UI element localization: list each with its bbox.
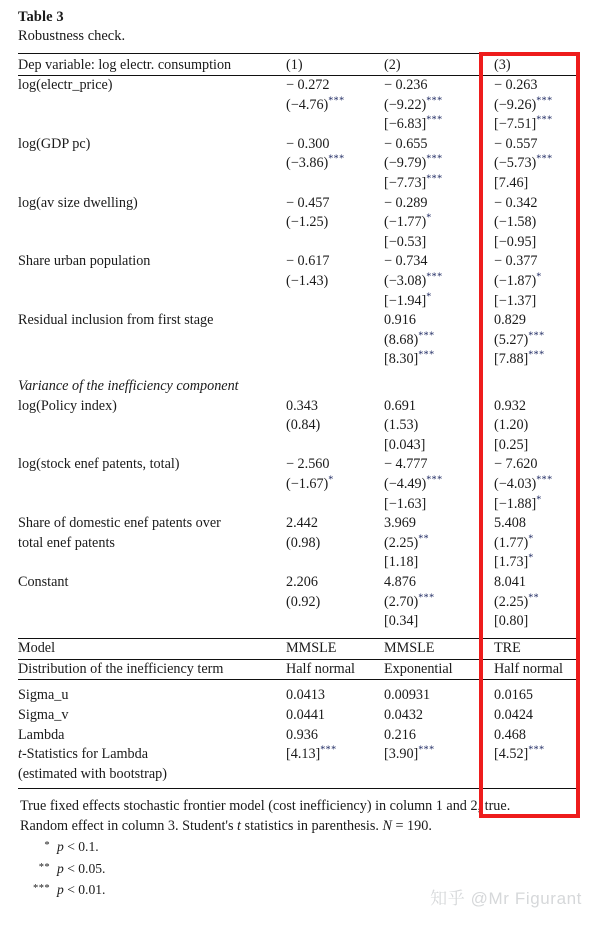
table-row [18,233,580,253]
table-row [18,350,580,370]
significance-stars: * [426,212,432,224]
note-line-2-italic-n: N [382,817,392,834]
table-cell: − 0.617 [286,253,330,270]
table-cell: [−1.63] [384,495,427,512]
table-row [18,680,580,706]
table-row [18,475,580,495]
regression-results-table [18,53,580,790]
significance-stars: * [536,493,542,505]
table-cell: − 0.342 [494,194,538,211]
table-cell: [−1.94]* [384,290,432,309]
stat-row-label: Sigma_v [18,707,69,723]
footnote-item [18,859,582,881]
table-row [18,252,580,272]
row-label-empty [18,553,286,573]
table-cell: (−1.58) [494,214,537,231]
table-cell: (0.92) [286,593,321,610]
table-cell [286,292,384,312]
table-cell: [0.25] [494,436,529,453]
model-col-1: MMSLE [286,639,384,659]
model-row-label: Model [18,639,286,659]
table-row [18,553,580,573]
stat-row-label: Sigma_u [18,687,69,704]
significance-stars: *** [426,271,443,283]
footnote-mark: *** [33,883,50,895]
table-cell: 0.216 [384,726,416,743]
table-cell: [−1.37] [494,292,537,309]
table-row [18,96,580,116]
row-label: log(av size dwelling) [18,194,138,211]
table-row [18,765,580,785]
note-line-2 [20,817,582,836]
table-cell: (5.27)*** [494,330,545,348]
row-label-empty [18,350,286,370]
table-cell: 0.343 [286,397,318,414]
table-cell: [7.88]*** [494,349,545,368]
table-cell: (−1.25) [286,214,329,231]
header-col-2: (2) [384,56,401,73]
table-cell: 3.969 [384,515,416,532]
table-cell: [−7.51]*** [494,114,553,133]
row-label: log(electr_price) [18,77,113,94]
footnote-p-symbol: p [57,882,64,898]
table-cell: (−4.76)*** [286,94,345,113]
table-cell: (−1.77)* [384,212,432,231]
row-label-empty [18,436,286,456]
table-cell: (1.53) [384,417,419,434]
table-cell [286,436,384,456]
section-heading-row [18,377,580,397]
footnote-p-symbol: p [57,860,64,876]
table-row [18,706,580,726]
row-label-empty [18,233,286,253]
table-cell: (−1.87)* [494,271,542,290]
table-row [18,311,580,331]
table-cell: − 0.272 [286,77,330,94]
table-cell: (2.25)** [494,591,540,610]
table-row [18,726,580,746]
table-cell: 0.0432 [384,707,424,723]
table-cell: [4.52]*** [494,744,545,763]
table-cell: [−0.95] [494,233,537,250]
table-cell: 0.468 [494,726,526,743]
footnote-mark: ** [38,861,50,873]
row-label-empty [18,154,286,174]
table-row [18,397,580,417]
table-cell: (8.68)*** [384,330,435,348]
significance-stars: ** [418,533,430,545]
table-cell: (−9.26)*** [494,94,553,113]
significance-stars: *** [426,173,443,185]
table-cell: 2.442 [286,515,318,532]
table-cell: 0.0424 [494,707,534,723]
table-cell [286,331,384,351]
table-row [18,436,580,456]
row-label-empty [18,612,286,632]
distribution-col-1: Half normal [286,660,355,677]
significance-stars: *** [426,114,443,126]
row-label: log(stock enef patents, total) [18,456,180,473]
table-cell: − 0.289 [384,194,428,211]
table-caption: Robustness check. [18,28,126,44]
footnote-p-symbol: p [57,839,64,855]
note-line-2-part2: statistics in parenthesis. [241,817,383,834]
table-cell: − 2.560 [286,456,330,473]
note-line-1: True fixed effects stochastic frontier model (cost inefficiency) in column 1 and 2, true. [20,798,511,815]
row-label-empty [18,292,286,312]
significance-stars: *** [320,744,337,756]
table-cell: [0.043] [384,436,426,453]
row-label-empty [18,331,286,351]
significance-stars: *** [418,349,435,361]
model-col-3: TRE [482,639,580,659]
table-cell: 0.00931 [384,687,431,704]
significance-stars: *** [536,94,553,106]
significance-stars: *** [536,153,553,165]
stat-row-label: t-Statistics for Lambda [18,746,149,763]
significance-stars: *** [528,330,545,342]
table-bottom-rule [18,788,580,790]
row-label: Share of domestic enef patents over [18,515,221,532]
table-row [18,292,580,312]
table-cell [286,233,384,253]
significance-stars: * [528,533,534,545]
table-row [18,213,580,233]
table-cell: 0.691 [384,397,416,414]
table-cell: [4.13]*** [286,744,337,763]
table-cell: 0.0441 [286,707,326,723]
variance-section-heading: Variance of the inefficiency component [18,378,239,394]
table-cell: − 0.236 [384,77,428,94]
table-cell: (1.20) [494,417,529,434]
table-cell: [−7.73]*** [384,173,443,192]
significance-stars: *** [418,591,435,603]
table-cell: (−1.43) [286,273,329,290]
row-label-empty [18,272,286,292]
row-label: log(Policy index) [18,397,117,414]
table-cell: (−5.73)*** [494,153,553,172]
table-cell: − 7.620 [494,456,538,473]
table-cell: − 0.300 [286,135,330,152]
distribution-col-3: Half normal [494,660,563,677]
stat-row-label: Lambda [18,726,65,743]
table-row [18,593,580,613]
watermark: 知乎 @Mr Figurant [430,889,582,908]
table-cell: [0.34] [384,613,419,630]
distribution-row [18,659,580,680]
table-cell: [−6.83]*** [384,114,443,133]
table-cell: [−0.53] [384,233,427,250]
table-cell: − 0.263 [494,77,538,94]
significance-stars: * [328,474,334,486]
table-row [18,612,580,632]
table-cell: 0.0413 [286,687,326,704]
table-cell: (−9.22)*** [384,94,443,113]
row-label: Share urban population [18,253,151,270]
table-row [18,272,580,292]
table-cell: (1.77)* [494,533,534,551]
table-cell [286,350,384,370]
row-label-empty [18,416,286,436]
table-row [18,194,580,214]
table-notes [18,797,582,836]
table-row [18,534,580,554]
row-label-empty [18,475,286,495]
row-label-empty [18,174,286,194]
table-cell: (−4.49)*** [384,474,443,492]
table-cell: 0.916 [384,312,416,329]
table-cell: 0.936 [286,726,318,743]
significance-stars: *** [528,349,545,361]
row-label-empty [18,593,286,613]
table-cell [286,115,384,135]
row-label-empty [18,96,286,116]
significance-stars: *** [426,153,443,165]
footnote-item [18,837,582,859]
significance-stars: * [528,552,534,564]
row-label-continuation: total enef patents [18,534,115,551]
table-cell: [7.46] [494,175,529,192]
row-label-empty [18,115,286,135]
significance-stars: *** [426,474,443,486]
footnote-text: p < 0.1. [57,839,99,855]
stat-label-italic: t [18,746,22,763]
table-cell: 2.206 [286,573,318,590]
row-label: Residual inclusion from first stage [18,312,214,329]
table-row [18,573,580,593]
table-cell: (−3.08)*** [384,271,443,290]
distribution-col-2: Exponential [384,660,453,677]
header-col-3: (3) [494,56,511,73]
table-cell: [0.80] [494,613,529,630]
table-cell [286,495,384,515]
table-cell: 8.041 [494,573,526,590]
row-label: Constant [18,573,69,590]
table-row [18,331,580,351]
table-row [18,745,580,765]
table-cell: − 0.457 [286,194,330,211]
significance-stars: *** [536,114,553,126]
row-spacer [18,632,580,639]
stat-row-continuation: (estimated with bootstrap) [18,765,167,782]
model-row [18,639,580,659]
note-line-2-italic-t: t [237,817,241,834]
table-cell [286,612,384,632]
table-cell: [1.18] [384,554,419,571]
table-cell: (2.70)*** [384,591,435,610]
significance-stars: *** [418,744,435,756]
table-row [18,154,580,174]
significance-stars: *** [426,94,443,106]
table-cell: [3.90]*** [384,744,435,763]
table-row [18,455,580,475]
table-row [18,495,580,515]
table-row [18,76,580,96]
table-cell: 0.829 [494,312,526,329]
table-cell: (−3.86)*** [286,153,345,172]
table-cell: (2.25)** [384,533,430,551]
significance-stars: *** [328,94,345,106]
header-col-1: (1) [286,56,303,73]
significance-stars: ** [528,591,540,603]
table-cell: − 0.655 [384,135,428,152]
row-label: log(GDP pc) [18,135,91,152]
table-cell: [8.30]*** [384,349,435,368]
table-row [18,174,580,194]
row-spacer [18,370,580,377]
footnote-text: p < 0.05. [57,860,106,876]
table-cell: (0.98) [286,534,321,551]
note-line-2-part3: = 190. [391,817,432,834]
table-cell: (0.84) [286,417,321,434]
table-row [18,115,580,135]
table-row [18,514,580,534]
table-cell: [1.73]* [494,552,534,571]
footnote-text: p < 0.01. [57,882,106,898]
model-col-2: MMSLE [384,639,482,659]
table-cell: (−1.67)* [286,474,334,492]
table-cell [286,174,384,194]
table-cell [286,553,384,573]
significance-stars: *** [536,474,553,486]
table-cell [286,311,384,331]
header-dep-variable: Dep variable: log electr. consumption [18,56,232,73]
table-cell: − 0.734 [384,253,428,270]
significance-stars: * [536,271,542,283]
table-cell: (−4.03)*** [494,474,553,492]
table-number-label: Table 3 [18,9,64,25]
distribution-row-label: Distribution of the inefficiency term [18,660,224,677]
significance-stars: *** [418,330,435,342]
significance-stars: *** [328,153,345,165]
significance-stars: *** [528,744,545,756]
table-cell: − 0.377 [494,253,538,270]
table-row [18,135,580,155]
table-cell: − 4.777 [384,456,428,473]
table-cell: 5.408 [494,515,526,532]
table-header-row [18,56,580,76]
table-cell: 0.0165 [494,687,534,704]
table-cell: [−1.88]* [494,493,542,512]
footnote-mark: * [44,840,50,852]
table-cell: (−9.79)*** [384,153,443,172]
table-cell: 0.932 [494,397,526,414]
row-label-empty [18,495,286,515]
table-row [18,416,580,436]
table-cell: − 0.557 [494,135,538,152]
note-line-2-part1: Random effect in column 3. Student's [20,817,238,834]
significance-stars: * [426,290,432,302]
row-label-empty [18,213,286,233]
table-cell: 4.876 [384,573,416,590]
